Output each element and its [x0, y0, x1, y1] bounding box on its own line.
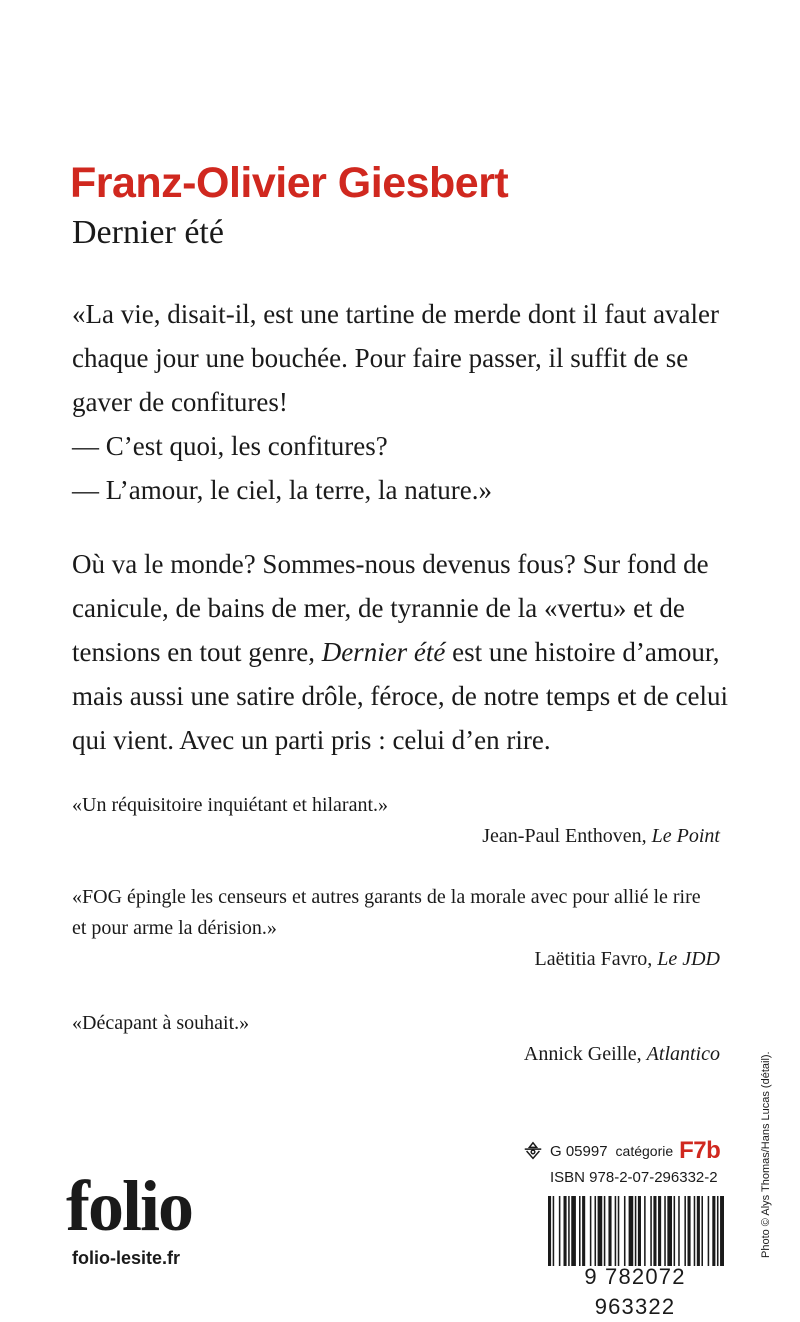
author-name: Franz-Olivier Giesbert — [70, 159, 509, 207]
barcode-bar — [684, 1196, 686, 1266]
review-quote: «Un réquisitoire inquiétant et hilarant.» — [72, 794, 389, 816]
review-author: Laëtitia Favro, — [534, 948, 658, 970]
barcode-bars — [546, 1196, 724, 1266]
barcode-bar — [604, 1196, 606, 1266]
review-source: Le Point — [651, 825, 720, 847]
book-blurb — [72, 542, 732, 762]
review — [72, 790, 720, 852]
catalog-row — [522, 1138, 722, 1164]
barcode-bar — [717, 1196, 719, 1266]
excerpt-line: — L’amour, le ciel, la terre, la nature.» — [72, 475, 492, 505]
barcode-bar — [595, 1196, 597, 1266]
excerpt-quote — [72, 292, 732, 512]
barcode-bar — [697, 1196, 700, 1266]
barcode-bar — [720, 1196, 724, 1266]
category-label: catégorie — [615, 1143, 674, 1159]
review-author: Jean-Paul Enthoven, — [482, 825, 652, 847]
barcode-bar — [667, 1196, 672, 1266]
barcode-bar — [664, 1196, 666, 1266]
barcode-bar — [590, 1196, 592, 1266]
review-attribution — [72, 1039, 720, 1070]
barcode-bar — [598, 1196, 603, 1266]
barcode-bar — [582, 1196, 585, 1266]
barcode — [546, 1196, 724, 1319]
category-code: F7b — [679, 1137, 721, 1164]
barcode-bar — [701, 1196, 703, 1266]
blurb-paragraph — [72, 542, 732, 762]
barcode-bar — [553, 1196, 555, 1266]
barcode-bar — [688, 1196, 691, 1266]
blurb-title-italic: Dernier été — [321, 637, 446, 667]
barcode-bar — [608, 1196, 611, 1266]
barcode-bar — [568, 1196, 570, 1266]
barcode-bar — [644, 1196, 646, 1266]
review-source: Atlantico — [646, 1043, 720, 1065]
barcode-bar — [615, 1196, 617, 1266]
barcode-bar — [618, 1196, 620, 1266]
barcode-bar — [559, 1196, 561, 1266]
publisher-code: G 05997 — [550, 1142, 608, 1160]
barcode-bar — [635, 1196, 637, 1266]
review — [72, 1008, 720, 1070]
barcode-bar — [708, 1196, 710, 1266]
review-source: Le JDD — [657, 948, 720, 970]
review-quote: «FOG épingle les censeurs et autres garants de la morale avec pour allié le rire et pour arme la dérision.» — [72, 886, 701, 939]
barcode-bar — [571, 1196, 576, 1266]
review — [72, 882, 720, 975]
review-attribution — [72, 944, 720, 975]
barcode-bar — [624, 1196, 626, 1266]
isbn-number: ISBN 978-2-07-296332-2 — [550, 1168, 718, 1186]
barcode-bar — [658, 1196, 661, 1266]
book-title: Dernier été — [72, 214, 224, 251]
barcode-bar — [579, 1196, 581, 1266]
barcode-bar — [548, 1196, 551, 1266]
barcode-bar — [653, 1196, 656, 1266]
barcode-bar — [678, 1196, 680, 1266]
publisher-info — [522, 1138, 722, 1190]
blurb-text: Où va le monde? Sommes-nous devenus fous? Sur fond de canicule, de bains de mer, de tyrannie de la «vertu» et de tensions en tout genre, — [72, 549, 709, 667]
isbn-row — [522, 1164, 722, 1190]
barcode-digits: 9 782072 963322 — [584, 1264, 686, 1319]
excerpt-line: — C’est quoi, les confitures? — [72, 431, 388, 461]
barcode-bar — [564, 1196, 567, 1266]
review-attribution — [72, 821, 720, 852]
review-quote: «Décapant à souhait.» — [72, 1012, 250, 1034]
gallimard-logo-icon — [522, 1140, 544, 1162]
publisher-website: folio-lesite.fr — [72, 1248, 181, 1268]
excerpt-line: «La vie, disait-il, est une tartine de merde dont il faut avaler chaque jour une bouchée. Pour faire passer, il suffit de se gaver de confitures! — [72, 299, 720, 417]
blurb-text: est une histoire d’amour, mais aussi une satire drôle, féroce, de notre temps et de celui qui vient. Avec un parti pris : celui d’en rire. — [72, 637, 729, 755]
review-author: Annick Geille, — [523, 1043, 647, 1065]
barcode-bar — [694, 1196, 696, 1266]
photo-credit: Photo © Alys Thomas/Hans Lucas (détail). — [760, 1051, 772, 1258]
barcode-bar — [629, 1196, 634, 1266]
barcode-bar — [638, 1196, 641, 1266]
barcode-bar — [712, 1196, 715, 1266]
folio-logo: folio — [66, 1166, 192, 1246]
barcode-bar — [674, 1196, 676, 1266]
barcode-bar — [650, 1196, 652, 1266]
